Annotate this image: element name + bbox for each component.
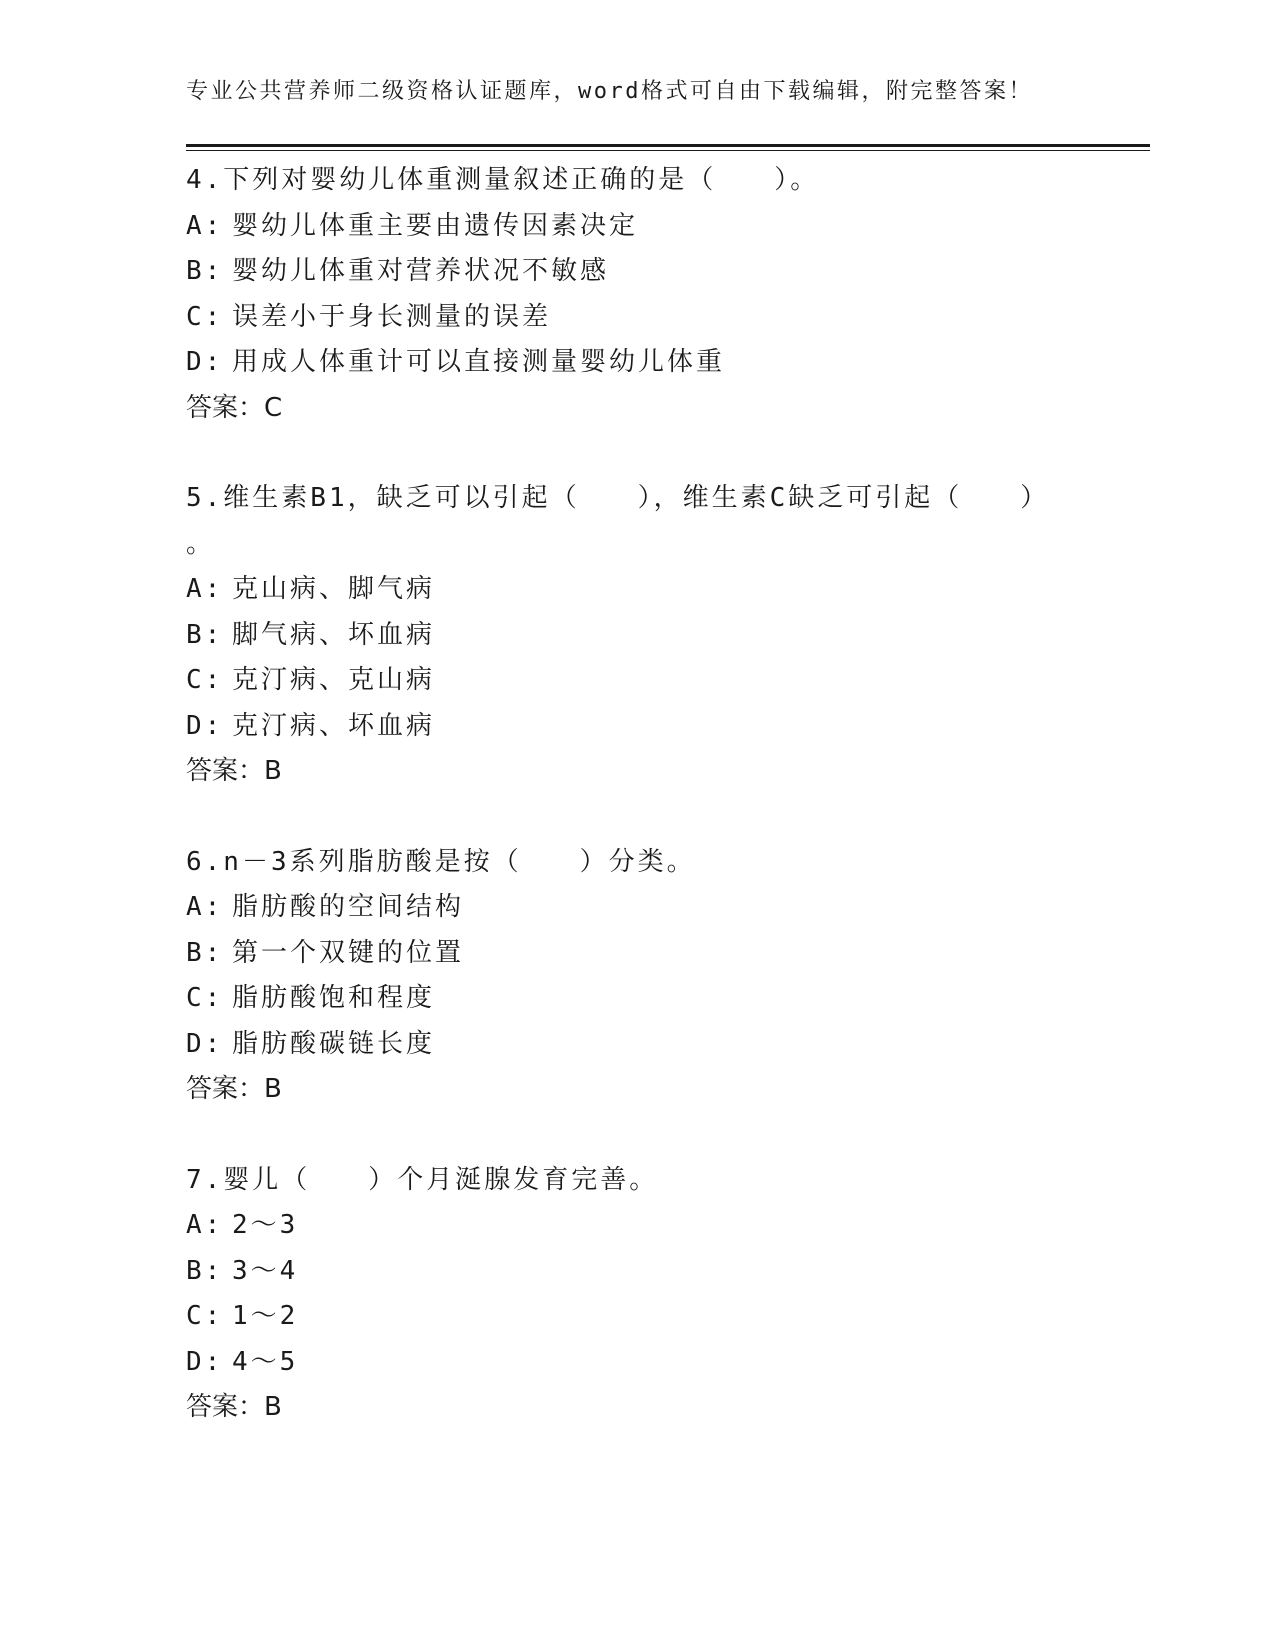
question-7 — [186, 1158, 1086, 1431]
answer-line: 答案：C — [186, 392, 283, 423]
option-key: D: — [186, 710, 224, 741]
header-rule-thick — [186, 144, 1150, 147]
question-list — [186, 158, 1086, 1476]
option-a — [186, 1203, 1086, 1249]
option-text: 第一个双键的位置 — [232, 937, 465, 968]
option-b — [186, 613, 1086, 659]
option-b — [186, 1249, 1086, 1295]
option-a — [186, 885, 1086, 931]
option-key: B: — [186, 1255, 224, 1286]
option-key: A: — [186, 210, 224, 241]
question-4 — [186, 158, 1086, 431]
option-key: B: — [186, 937, 224, 968]
option-text: 婴幼儿体重对营养状况不敏感 — [232, 256, 610, 286]
option-key: A: — [186, 1210, 224, 1240]
option-key: A: — [186, 892, 224, 922]
option-text: 3～4 — [232, 1255, 299, 1286]
option-d — [186, 704, 1086, 750]
option-c — [186, 658, 1086, 704]
option-key: C: — [186, 665, 224, 695]
option-key: B: — [186, 619, 224, 650]
question-5 — [186, 476, 1086, 795]
answer-line: 答案：B — [186, 756, 282, 786]
option-a — [186, 567, 1086, 613]
question-stem-continuation: 。 — [186, 528, 216, 559]
option-key: B: — [186, 256, 224, 286]
option-c — [186, 1294, 1086, 1340]
option-key: D: — [186, 1346, 224, 1377]
option-b — [186, 931, 1086, 977]
option-d — [186, 340, 1086, 386]
option-text: 脂肪酸饱和程度 — [232, 983, 436, 1013]
page-header: 专业公共营养师二级资格认证题库，word格式可自由下载编辑，附完整答案！ — [186, 79, 1033, 104]
answer-line: 答案：B — [186, 1074, 282, 1104]
question-6 — [186, 840, 1086, 1113]
header-rule-thin — [186, 150, 1150, 151]
option-text: 2～3 — [232, 1210, 299, 1240]
option-key: C: — [186, 301, 224, 332]
option-text: 脚气病、坏血病 — [232, 619, 436, 650]
option-text: 脂肪酸的空间结构 — [232, 892, 465, 922]
option-text: 婴幼儿体重主要由遗传因素决定 — [232, 210, 639, 241]
option-text: 克山病、脚气病 — [232, 574, 436, 604]
option-key: A: — [186, 574, 224, 604]
option-d — [186, 1340, 1086, 1386]
option-key: D: — [186, 1028, 224, 1059]
option-c — [186, 976, 1086, 1022]
question-stem: 5.维生素B1，缺乏可以引起（ ），维生素C缺乏可引起（ ） — [186, 483, 1050, 513]
option-text: 4～5 — [232, 1346, 299, 1377]
option-a — [186, 204, 1086, 250]
question-stem: 7.婴儿（ ）个月涎腺发育完善。 — [186, 1164, 659, 1195]
option-text: 1～2 — [232, 1301, 299, 1331]
option-c — [186, 295, 1086, 341]
option-key: D: — [186, 347, 224, 377]
question-stem: 4.下列对婴幼儿体重测量叙述正确的是（ ）。 — [186, 165, 820, 195]
option-b — [186, 249, 1086, 295]
option-text: 克汀病、克山病 — [232, 665, 436, 695]
option-text: 误差小于身长测量的误差 — [232, 301, 552, 332]
question-stem: 6.n－3系列脂肪酸是按（ ）分类。 — [186, 846, 696, 877]
answer-line: 答案：B — [186, 1392, 282, 1422]
option-d — [186, 1022, 1086, 1068]
option-text: 用成人体重计可以直接测量婴幼儿体重 — [232, 347, 726, 377]
option-key: C: — [186, 983, 224, 1013]
option-key: C: — [186, 1301, 224, 1331]
option-text: 克汀病、坏血病 — [232, 710, 436, 741]
option-text: 脂肪酸碳链长度 — [232, 1028, 436, 1059]
